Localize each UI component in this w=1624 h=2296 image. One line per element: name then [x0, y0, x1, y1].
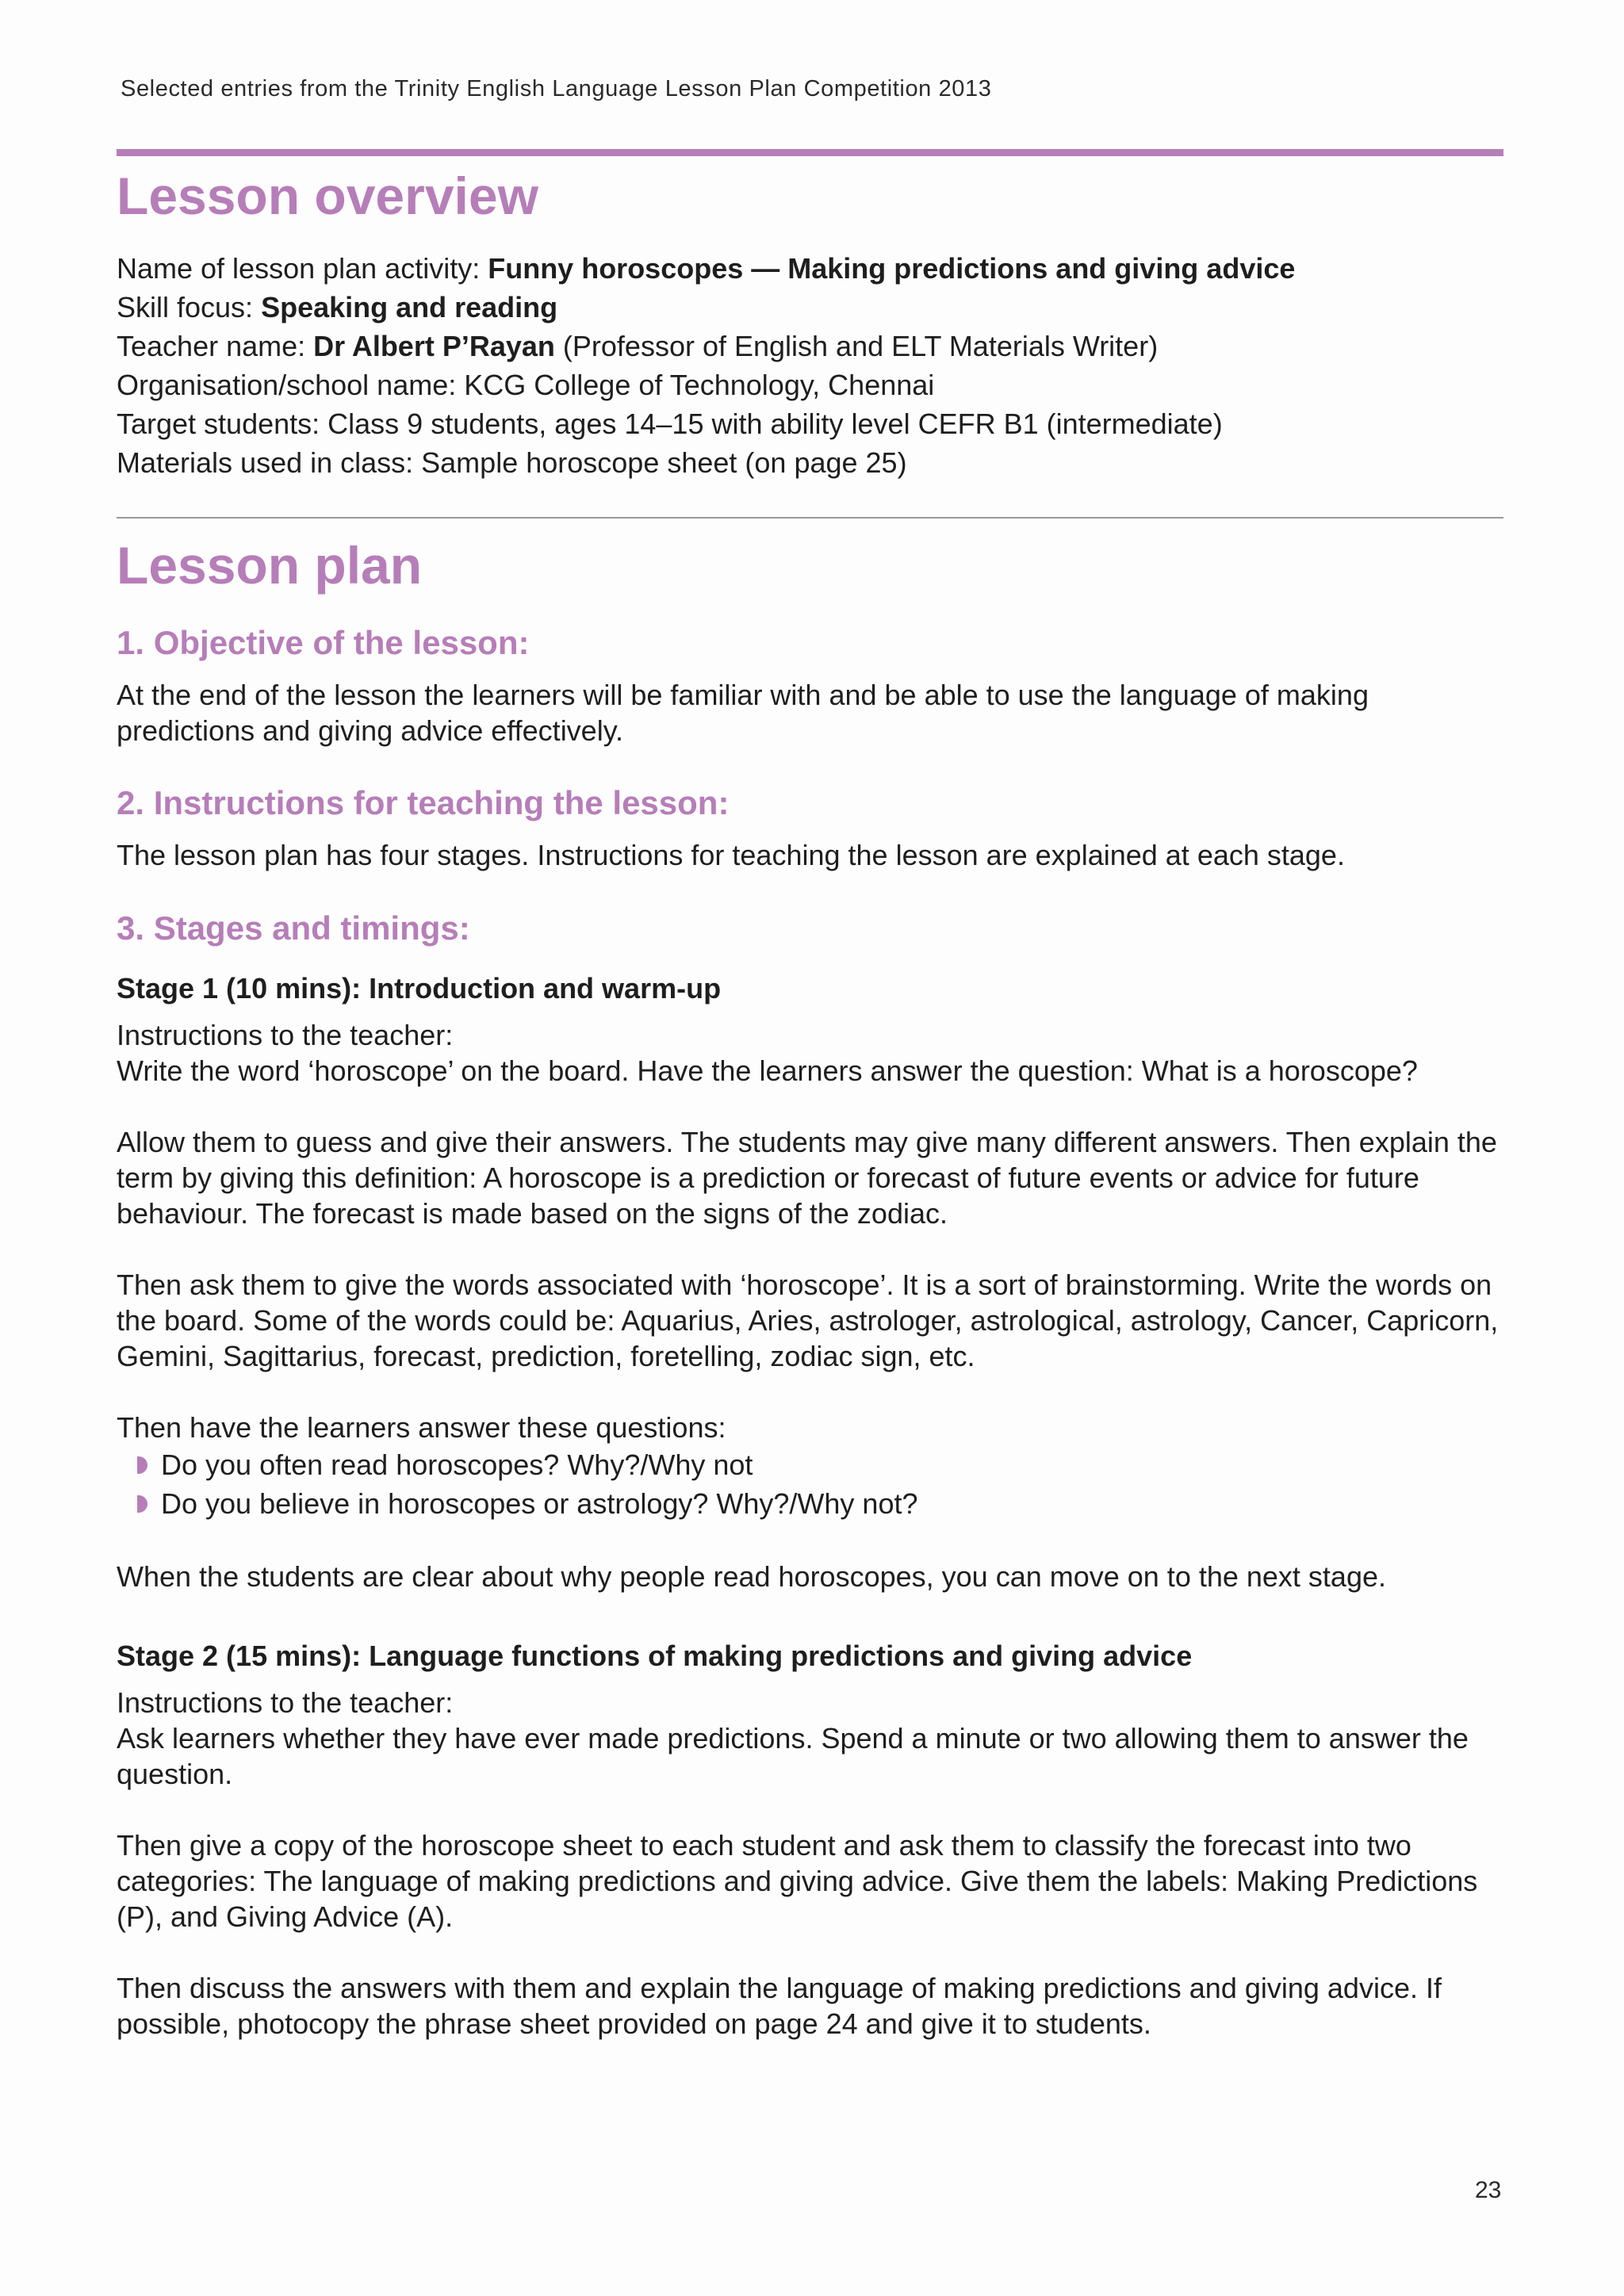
instructions-heading: 2. Instructions for teaching the lesson:: [117, 784, 730, 821]
running-header: Selected entries from the Trinity English Language Lesson Plan Competition 2013: [121, 76, 992, 101]
overview-row-students: [117, 404, 1503, 443]
row-label: Target students: Class 9 students, ages 14–15 with ability level CEFR B1 (intermediate): [117, 408, 1223, 440]
lesson-plan-heading: Lesson plan: [117, 536, 423, 595]
instructions-text: The lesson plan has four stages. Instructions for teaching the lesson are explained at each stage.: [117, 839, 1345, 871]
row-label: Teacher name:: [117, 330, 314, 362]
row-label: Materials used in class: Sample horoscope sheet (on page 25): [117, 446, 907, 479]
stage1-paragraph: Allow them to guess and give their answers. The students may give many different answers. Then explain the term by giving this definition: A horoscope is a prediction or forecast of future events or advice for future behaviour. The forecast is made based on the signs of the zodiac.: [117, 1126, 1497, 1230]
row-label: Name of lesson plan activity:: [117, 252, 488, 285]
list-item: [161, 1484, 1503, 1523]
stage2-paragraph: Then discuss the answers with them and explain the language of making predictions and giving advice. If possible, photocopy the phrase sheet provided on page 24 and give it to students.: [117, 1972, 1442, 2040]
row-label: Skill focus:: [117, 291, 262, 323]
overview-row-materials: [117, 443, 1503, 482]
overview-row-activity: [117, 249, 1503, 288]
objective-heading: 1. Objective of the lesson:: [117, 624, 530, 661]
row-value: Speaking and reading: [261, 291, 558, 323]
list-item-text: Do you often read horoscopes? Why?/Why not: [161, 1448, 753, 1481]
section-divider: [117, 517, 1503, 519]
row-suffix: (Professor of English and ELT Materials Writer): [554, 330, 1159, 362]
row-label: Organisation/school name: KCG College of Technology, Chennai: [117, 369, 935, 401]
row-value: Dr Albert P’Rayan: [313, 330, 555, 362]
overview-heading: Lesson overview: [117, 166, 538, 225]
overview-row-skill: [117, 288, 1503, 327]
overview-details: [117, 249, 1503, 482]
stage1-intro: Instructions to the teacher:: [117, 1019, 454, 1051]
stage2-paragraph: Ask learners whether they have ever made predictions. Spend a minute or two allowing them to answer the question.: [117, 1722, 1469, 1790]
row-value: Funny horoscopes — Making predictions and giving advice: [488, 252, 1296, 285]
stage1-paragraph: Write the word ‘horoscope’ on the board. Have the learners answer the question: What is a horoscope?: [117, 1054, 1418, 1087]
lesson-plan-section: [117, 536, 1503, 595]
objective-text: At the end of the lesson the learners will be familiar with and be able to use the language of making predictions and giving advice effectively.: [117, 679, 1369, 747]
stage1-paragraph: Then ask them to give the words associated with ‘horoscope’. It is a sort of brainstorming. Write the words on the board. Some of the words could be: Aquarius, Aries, astrologer, astrological, astrology, Cancer, Capricorn, Gemini, Sagittarius, forecast, prediction, foretelling, zodiac sign, etc.: [117, 1269, 1499, 1372]
stages-section: [117, 909, 1503, 947]
page-number: 23: [1475, 2177, 1502, 2203]
stage1-question-intro: Then have the learners answer these questions:: [117, 1411, 726, 1444]
objective-section: [117, 626, 1503, 748]
bullet-icon: [137, 1456, 147, 1474]
stage1-paragraph: When the students are clear about why people read horoscopes, you can move on to the next stage.: [117, 1560, 1386, 1593]
stages-heading: 3. Stages and timings:: [117, 909, 470, 947]
overview-row-school: [117, 365, 1503, 404]
stage2-intro: Instructions to the teacher:: [117, 1686, 454, 1719]
stage1-title: Stage 1 (10 mins): Introduction and warm-up: [117, 972, 722, 1004]
stage2-section: [117, 1638, 1503, 2042]
list-item: [161, 1445, 1503, 1484]
overview-row-teacher: [117, 327, 1503, 365]
header-rule: [117, 149, 1503, 156]
instructions-section: [117, 786, 1503, 873]
stage1-question-list: [117, 1445, 1503, 1523]
list-item-text: Do you believe in horoscopes or astrology? Why?/Why not?: [161, 1487, 918, 1520]
stage2-title: Stage 2 (15 mins): Language functions of making predictions and giving advice: [117, 1640, 1193, 1672]
overview-section: [117, 166, 1503, 225]
bullet-icon: [137, 1495, 147, 1513]
stage2-paragraph: Then give a copy of the horoscope sheet to each student and ask them to classify the forecast into two categories: The language of making predictions and giving advice. Give them the labels: Making Predictions (P), and Giving Advice (A).: [117, 1829, 1478, 1933]
stage1-section: [117, 970, 1503, 1594]
